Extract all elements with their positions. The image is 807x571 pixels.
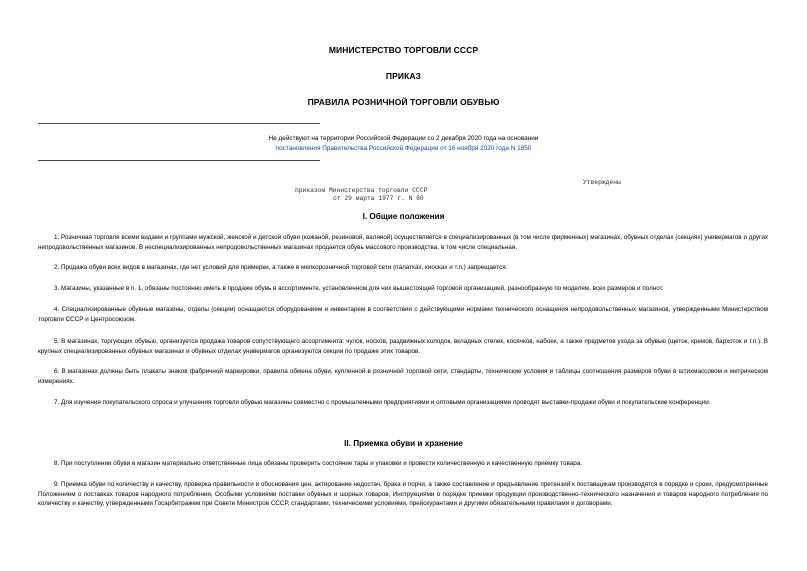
paragraph-5: 5. В магазинах, торгующих обувью, организуется продажа товаров сопутствующего ассортимента: чулок, носков, раздвижных колодок, вкладных стелек, косячков, набоек, а также предметов ухода за обувью (щеток, кремов, бархоток и т.п.). В крупных специализированных обувных магазинах и обувных отделах универмагов организуются секции по продаже этих товаров.: [38, 338, 768, 355]
approval-date: от 29 марта 1977 г. N 60: [333, 195, 424, 202]
section-heading-1: I. Общие положения: [362, 212, 445, 221]
paragraph-7: 7. Для изучения покупательского спроса и улучшения торговли обувью магазины совместно с промышленными предприятиями и оптовыми организациями проводят выставки-продажи обуви и покупательские конференции.: [54, 399, 711, 406]
paragraph-2: 2. Продажа обуви всех видов в магазинах, где нет условий для примерки, а также в мелкорозничной торговой сети (палатках, киосках и т.п.) запрещается.: [54, 264, 508, 271]
divider-top: [38, 123, 320, 124]
order-heading: ПРИКАЗ: [385, 71, 422, 81]
ministry-heading: МИНИСТЕРСТВО ТОРГОВЛИ СССР: [328, 45, 479, 55]
paragraph-3: 3. Магазины, указанные в п. 1, обязаны постоянно иметь в продаже обувь в ассортименте, установленном для них вышестоящей торговой организацией, разнообразную по моделям, всех размеров и полнот.: [54, 285, 664, 292]
approval-order: приказом Министерства торговли СССР: [295, 187, 428, 194]
approved-label: Утверждены: [583, 179, 621, 186]
paragraph-1: 1. Розничная торговля всеми видами и группами мужской, женской и детской обуви (кожаной, резиновой, валяной) осуществляется в специализированных (в том числе фирменных) магазинах, обувных отделах (секциях) универмагов и других непродовольственных магазинов. В неспециализированных непродовольственных магазинах продается обувь массового производства, в том числе специальная.: [38, 234, 768, 251]
paragraph-6: 6. В магазинах должны быть плакаты знаков фабричной маркировки, правила обмена обуви, купленной в розничной торговой сети, стандарты, технические условия и таблицы соотношения размеров обуви в штихмассовом и метрическом измерениях.: [38, 368, 768, 385]
divider-bottom: [38, 160, 320, 161]
notice-link[interactable]: постановления Правительства Российской Федерации от 16 ноября 2020 года N 1850: [275, 145, 532, 152]
document-title: ПРАВИЛА РОЗНИЧНОЙ ТОРГОВЛИ ОБУВЬЮ: [307, 97, 500, 107]
paragraph-9: 9. Приемка обуви по количеству и качеству, проверка правильности и обоснования цен, актирование недостач, брака и порчи, а также составление и предъявление претензий к поставщикам производятся в порядке и сроки, предусмотренные Положением о поставках товаров народного потребления, Особыми условиями поставки обувных и шорных товаров, Инструкциями о порядке приемки продукции производственно-технического назначения и товаров народного потребления по количеству и качеству, утвержденными Госарбитражем при Совете Министров СССР, стандартами, техническими условиями, прейскурантами и другими обязательными правилами и договорами.: [38, 481, 768, 508]
paragraph-8: 8. При поступлении обуви в магазин материально ответственные лица обязаны проверить состояние тары и упаковки и провести количественную и качественную приемку товара.: [54, 460, 583, 467]
section-heading-2: II. Приемка обуви и хранение: [344, 439, 463, 448]
paragraph-4: 4. Специализированные обувные магазины, отделы (секции) оснащаются оборудованием и инвентарем в соответствии с действующими нормами технического оснащения непродовольственных магазинов, утвержденными Министерством торговли СССР и Центросоюзом.: [38, 306, 768, 323]
status-notice: [0, 134, 807, 154]
notice-text: Не действуют на территории Российской Федерации со 2 декабря 2020 года на основании: [268, 135, 539, 142]
